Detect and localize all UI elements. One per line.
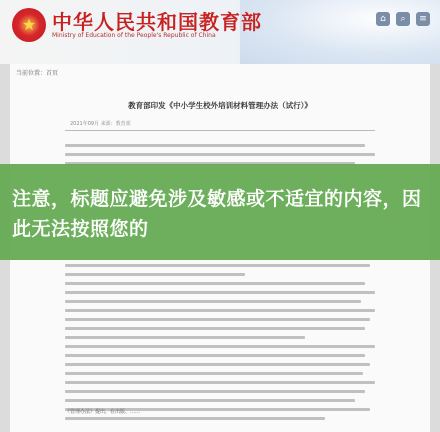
article-text-line <box>65 153 375 156</box>
site-title-cn[interactable]: 中华人民共和国教育部 <box>52 10 262 34</box>
emblem-star: ★ <box>21 15 37 34</box>
document-title: 教育部印发《中小学生校外培训材料管理办法（试行）》 <box>128 101 312 110</box>
article-text-line <box>65 372 363 375</box>
article-text-line <box>65 291 375 294</box>
national-emblem-icon[interactable] <box>12 8 46 42</box>
article-text-line <box>65 144 365 147</box>
article-text-line <box>65 345 375 348</box>
article-text-line <box>65 318 370 321</box>
home-icon[interactable]: ⌂ <box>376 12 390 26</box>
header-sky-background <box>240 0 440 64</box>
menu-icon[interactable]: ≡ <box>416 12 430 26</box>
banner-text: 注意，标题应避免涉及敏感或不适宜的内容，因此无法按照您的 <box>12 188 422 240</box>
article-text-line <box>65 381 375 384</box>
article-text-line <box>65 399 355 402</box>
article-text-line <box>65 327 365 330</box>
article-footer-line: 《管理办法》提出，在出版、…… <box>65 409 141 415</box>
title-divider <box>65 130 375 131</box>
article-text-line <box>65 354 365 357</box>
site-title-en: Ministry of Education of the People's Republic of China <box>52 32 216 39</box>
article-text-line <box>65 300 361 303</box>
document-meta: 2021年09月 来源：教育部 <box>70 121 131 127</box>
article-text-line <box>65 417 325 420</box>
article-text-line <box>65 273 245 276</box>
site-header <box>0 0 440 64</box>
search-icon[interactable]: ⌕ <box>396 12 410 26</box>
overlay-banner <box>0 164 440 260</box>
header-icon-group <box>376 12 430 26</box>
breadcrumb[interactable]: 当前位置：首页 <box>16 70 59 77</box>
article-text-line <box>65 363 370 366</box>
article-text-line <box>65 390 365 393</box>
article-text-line <box>65 282 365 285</box>
article-text-line <box>65 336 305 339</box>
article-text-line <box>65 309 375 312</box>
article-text-line <box>65 264 370 267</box>
